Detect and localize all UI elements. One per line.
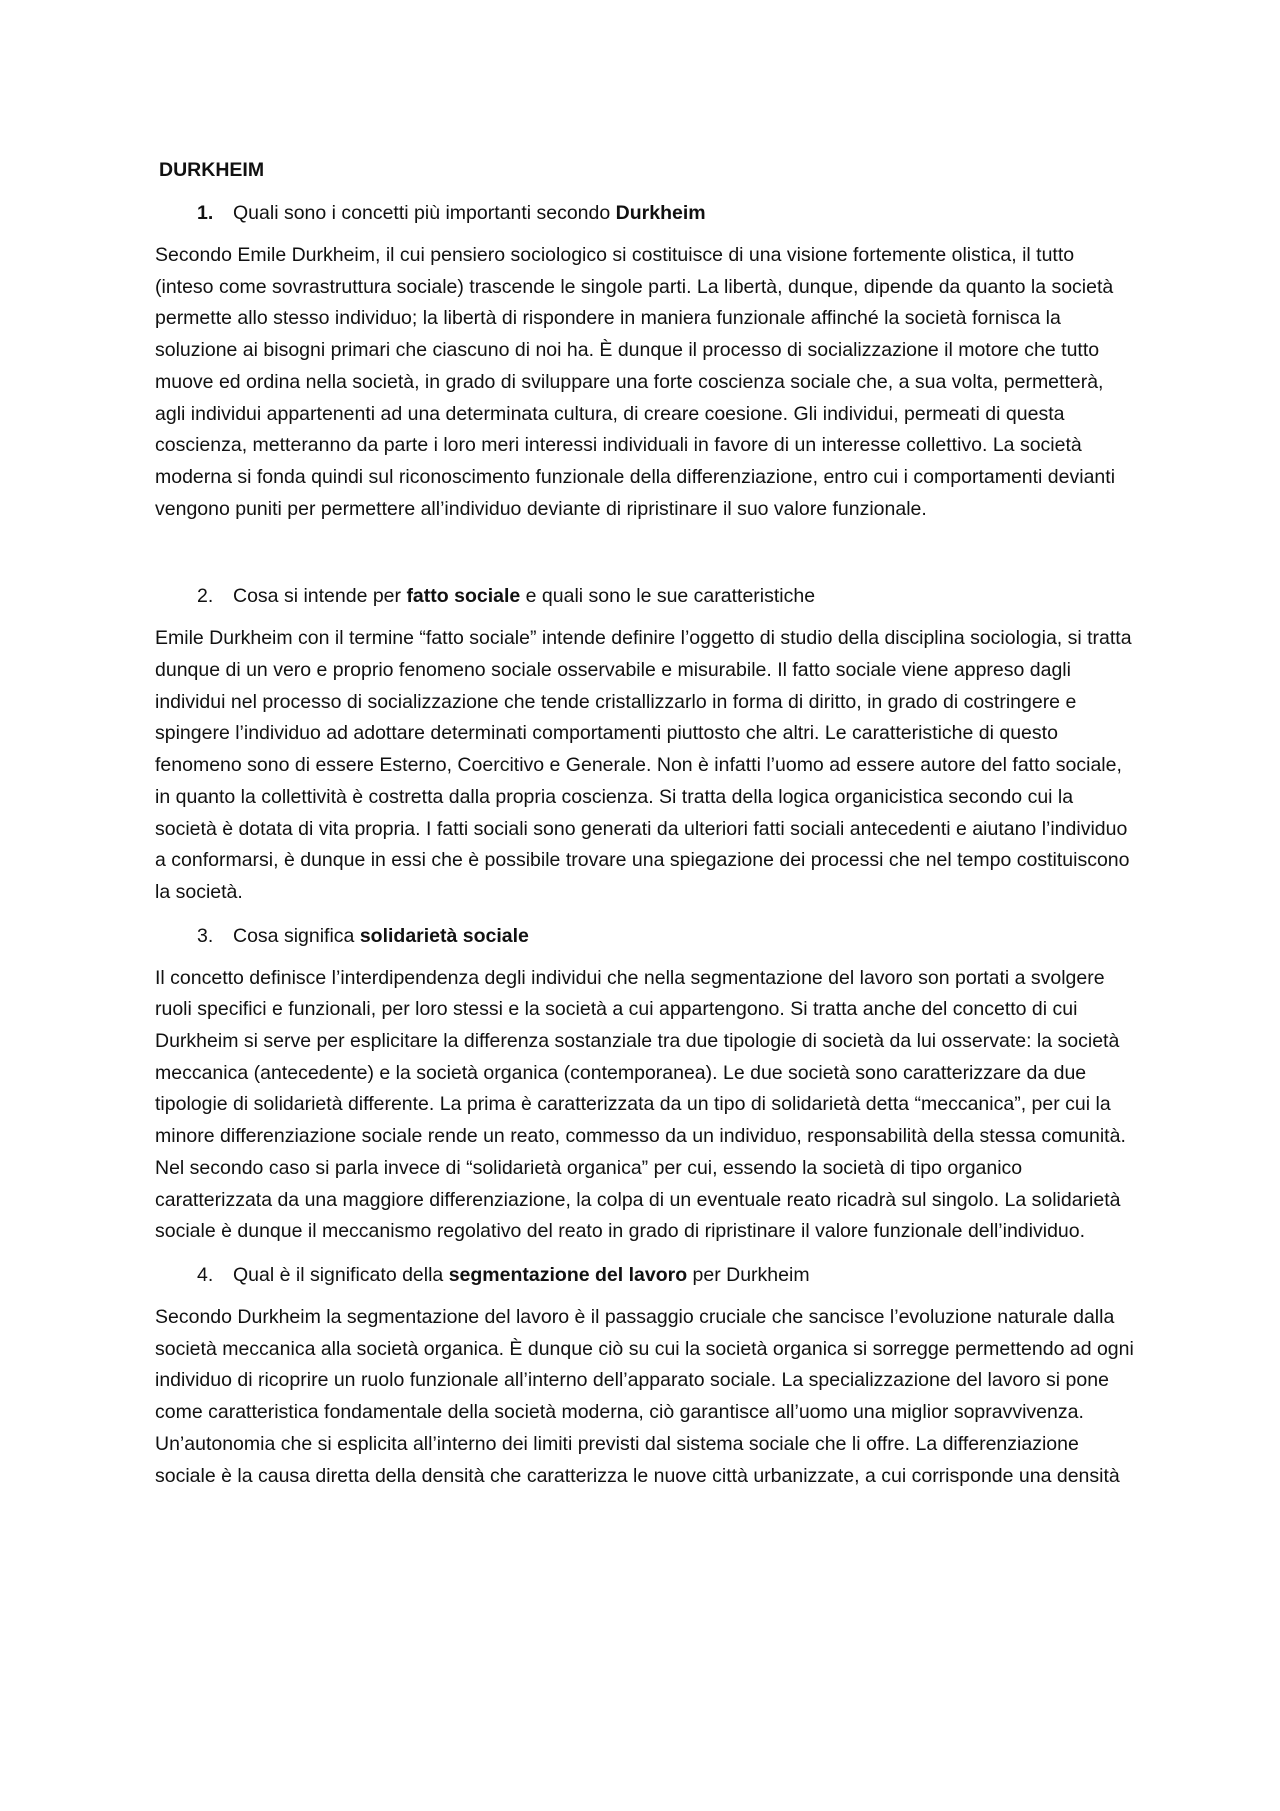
heading-text: Cosa significa (233, 924, 360, 947)
answer-paragraph-2: Emile Durkheim con il termine “fatto sociale” intende definire l’oggetto di studio della disciplina sociologia, si tratta dunque di un vero e proprio fenomeno sociale osservabile e misurabile. Il fatto sociale viene appreso dagli individui nel processo di socializzazione che tende cristallizzarlo in forma di diritto, in grado di costringere e spingere l’individuo ad adottare determinati comportamenti piuttosto che altri. Le caratteristiche di questo fenomeno sono di essere Esterno, Coercitivo e Generale. Non è infatti l’uomo ad essere autore del fatto sociale, in quanto la collettività è costretta dalla propria coscienza. Si tratta della logica organicistica secondo cui la società è dotata di vita propria. I fatti sociali sono generati da ulteriori fatti sociali antecedenti e aiutano l’individuo a conformarsi, è dunque in essi che è possibile trovare una spiegazione dei processi che nel tempo costituiscono la società. (155, 627, 1132, 903)
question-number: 2. (197, 585, 214, 608)
spacer (155, 525, 1135, 581)
answer-paragraph-3: Il concetto definisce l’interdipendenza degli individui che nella segmentazione del lavoro son portati a svolgere ruoli specifici e funzionali, per loro stessi e la società a cui appartengono. Si tratta anche del concetto di cui Durkheim si serve per esplicitare la differenza sostanziale tra due tipologie di società da lui osservate: la società meccanica (antecedente) e la società organica (contemporanea). Le due società sono caratterizzare da due tipologie di solidarietà differente. La prima è caratterizzata da un tipo di solidarietà detta “meccanica”, per cui la minore differenziazione sociale rende un reato, commesso da un individuo, responsabilità della stessa comunità. Nel secondo caso si parla invece di “solidarietà organica” per cui, essendo la società di tipo organico caratterizzata da una maggiore differenziazione, la colpa di un eventuale reato ricadrà sul singolo. La solidarietà sociale è dunque il meccanismo regolativo del reato in grado di ripristinare il valore funzionale dell’individuo. (155, 966, 1126, 1243)
question-heading-4 (155, 1260, 1135, 1290)
document-body (155, 155, 1135, 1492)
answer-paragraph-4: Secondo Durkheim la segmentazione del lavoro è il passaggio cruciale che sancisce l’evoluzione naturale dalla società meccanica alla società organica. È dunque ciò su cui la società organica si sorregge permettendo ad ogni individuo di ricoprire un ruolo funzionale all’interno dell’apparato sociale. La specializzazione del lavoro si pone come caratteristica fondamentale della società moderna, ciò garantisce all’uomo una miglior sopravvivenza. Un’autonomia che si esplicita all’interno dei limiti previsti dal sistema sociale che li offre. La differenziazione sociale è la causa diretta della densità che caratterizza le nuove città urbanizzate, a cui corrisponde una densità (155, 1305, 1134, 1487)
heading-text: Quali sono i concetti più importanti secondo (233, 202, 616, 224)
heading-bold-text: solidarietà sociale (359, 924, 529, 947)
heading-bold-text: segmentazione del lavoro (448, 1263, 688, 1286)
heading-text: Cosa si intende per (233, 585, 407, 608)
spacer (155, 909, 1135, 921)
spacer (155, 1248, 1135, 1260)
heading-text-tail: per Durkheim (687, 1263, 810, 1286)
question-heading-2 (155, 581, 1135, 611)
question-number: 1. (197, 202, 214, 224)
heading-text-tail: e quali sono le sue caratteristiche (520, 585, 816, 608)
heading-bold-text: fatto sociale (406, 585, 521, 608)
answer-paragraph-1: Secondo Emile Durkheim, il cui pensiero sociologico si costituisce di una visione fortemente olistica, il tutto (inteso come sovrastruttura sociale) trascende le singole parti. La libertà, dunque, dipende da quanto la società permette allo stesso individuo; la libertà di rispondere in maniera funzionale affinché la società fornisca la soluzione ai bisogni primari che ciascuno di noi ha. È dunque il processo di socializzazione il motore che tutto muove ed ordina nella società, in grado di sviluppare una forte coscienza sociale che, a sua volta, permetterà, agli individui appartenenti ad una determinata cultura, di creare coesione. Gli individui, permeati di questa coscienza, metteranno da parte i loro meri interessi individuali in favore di un interesse collettivo. La società moderna si fonda quindi sul riconoscimento funzionale della differenziazione, entro cui i comportamenti devianti vengono puniti per permettere all’individuo deviante di ripristinare il suo valore funzionale. (155, 244, 1116, 520)
heading-text: Qual è il significato della (233, 1263, 449, 1286)
question-heading-1 (155, 198, 1135, 228)
document-title: DURKHEIM (159, 159, 265, 181)
question-number: 3. (197, 924, 214, 947)
question-heading-3 (155, 921, 1135, 951)
question-number: 4. (197, 1263, 214, 1286)
heading-bold-text: Durkheim (615, 202, 706, 224)
